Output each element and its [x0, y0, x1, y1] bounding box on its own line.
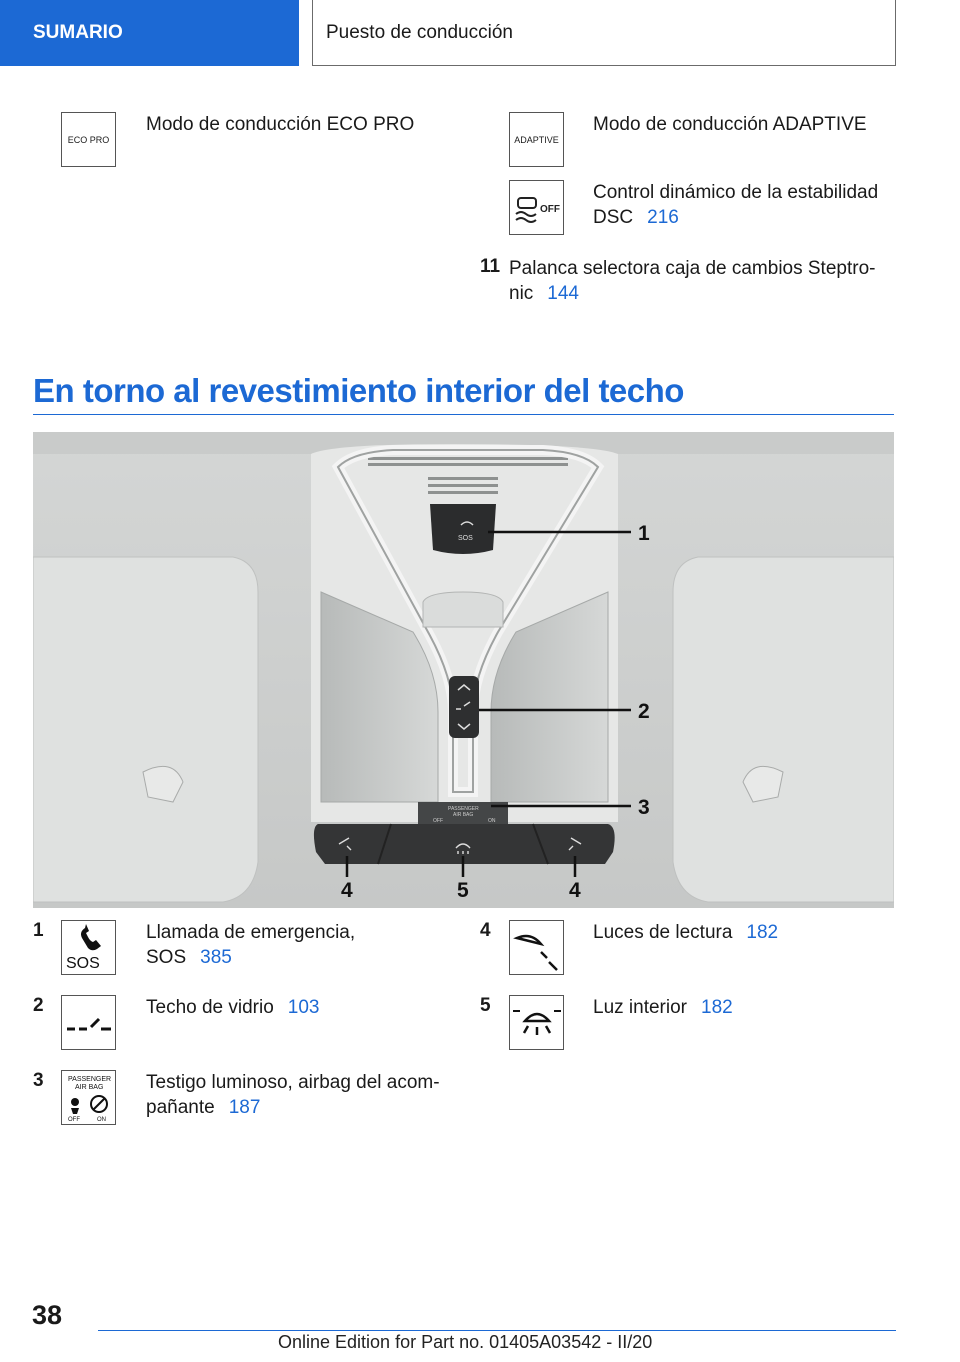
callout-4-right: 4 — [569, 879, 581, 902]
page-ref-link[interactable]: 187 — [228, 1097, 261, 1118]
passenger-airbag-icon — [61, 1070, 116, 1125]
svg-text:PASSENGER: PASSENGER — [67, 1075, 111, 1083]
page-ref-link[interactable]: 182 — [701, 997, 733, 1018]
section-divider — [33, 414, 894, 415]
eco-pro-icon: ECO PRO — [61, 112, 116, 167]
eco-pro-text: Modo de conducción ECO PRO — [146, 114, 415, 135]
footer-divider — [98, 1330, 896, 1331]
svg-text:AIR BAG: AIR BAG — [74, 1083, 103, 1091]
interior-light-icon — [509, 995, 564, 1050]
legend-item-glass-roof: Techo de vidrio 103 — [146, 997, 320, 1018]
footer-text: Online Edition for Part no. 01405A03542 - II/20 — [278, 1332, 653, 1352]
callout-3: 3 — [638, 796, 650, 819]
callout-2: 2 — [638, 700, 650, 723]
steptronic-text: Palanca selectora caja de cambios Steptro- nic 144 — [509, 258, 876, 304]
page-header — [312, 0, 896, 66]
adaptive-text: Modo de conducción ADAPTIVE — [593, 114, 867, 135]
callout-1: 1 — [638, 522, 650, 545]
section-tab-sumario[interactable] — [0, 0, 299, 66]
glass-roof-icon — [61, 995, 116, 1050]
page-ref-link[interactable]: 144 — [547, 283, 579, 304]
legend-number: 4 — [480, 920, 491, 941]
legend-item-interior-light: Luz interior 182 — [593, 997, 733, 1018]
page-header-title: Puesto de conducción — [326, 21, 513, 43]
svg-text:OFF: OFF — [67, 1116, 80, 1123]
svg-text:OFF: OFF — [433, 818, 443, 824]
section-title: En torno al revestimiento interior del techo — [33, 372, 684, 409]
svg-text:ON: ON — [96, 1116, 106, 1123]
callout-4-left: 4 — [341, 879, 353, 902]
legend-number: 5 — [480, 995, 491, 1016]
adaptive-icon: ADAPTIVE — [509, 112, 564, 167]
svg-text:SOS: SOS — [65, 954, 100, 972]
legend-number: 3 — [33, 1070, 44, 1091]
svg-text:OFF: OFF — [539, 203, 560, 215]
svg-text:SOS: SOS — [458, 535, 473, 542]
legend-item-sos: Llamada de emergencia, SOS 385 — [146, 922, 356, 968]
page-number: 38 — [32, 1300, 63, 1330]
dsc-off-icon — [509, 180, 564, 235]
roof-console-photo — [33, 432, 894, 908]
item-number: 11 — [480, 256, 501, 277]
page-ref-link[interactable]: 103 — [287, 997, 320, 1018]
svg-text:AIR BAG: AIR BAG — [453, 812, 474, 818]
svg-text:PASSENGER: PASSENGER — [448, 806, 479, 812]
page-ref-link[interactable]: 216 — [647, 207, 679, 228]
sos-phone-icon — [61, 920, 116, 975]
legend-number: 1 — [33, 920, 44, 941]
dsc-text: Control dinámico de la estabilidad DSC 216 — [593, 182, 879, 228]
svg-text:ON: ON — [488, 818, 496, 824]
legend-number: 2 — [33, 995, 44, 1016]
page-ref-link[interactable]: 182 — [746, 922, 779, 943]
reading-light-icon — [509, 920, 564, 975]
callout-5: 5 — [457, 879, 469, 902]
section-label: SUMARIO — [33, 22, 123, 43]
page-ref-link[interactable]: 385 — [200, 947, 232, 968]
legend-item-reading-light: Luces de lectura 182 — [593, 922, 779, 943]
legend-item-airbag: Testigo luminoso, airbag del acom- pañante 187 — [146, 1072, 440, 1118]
